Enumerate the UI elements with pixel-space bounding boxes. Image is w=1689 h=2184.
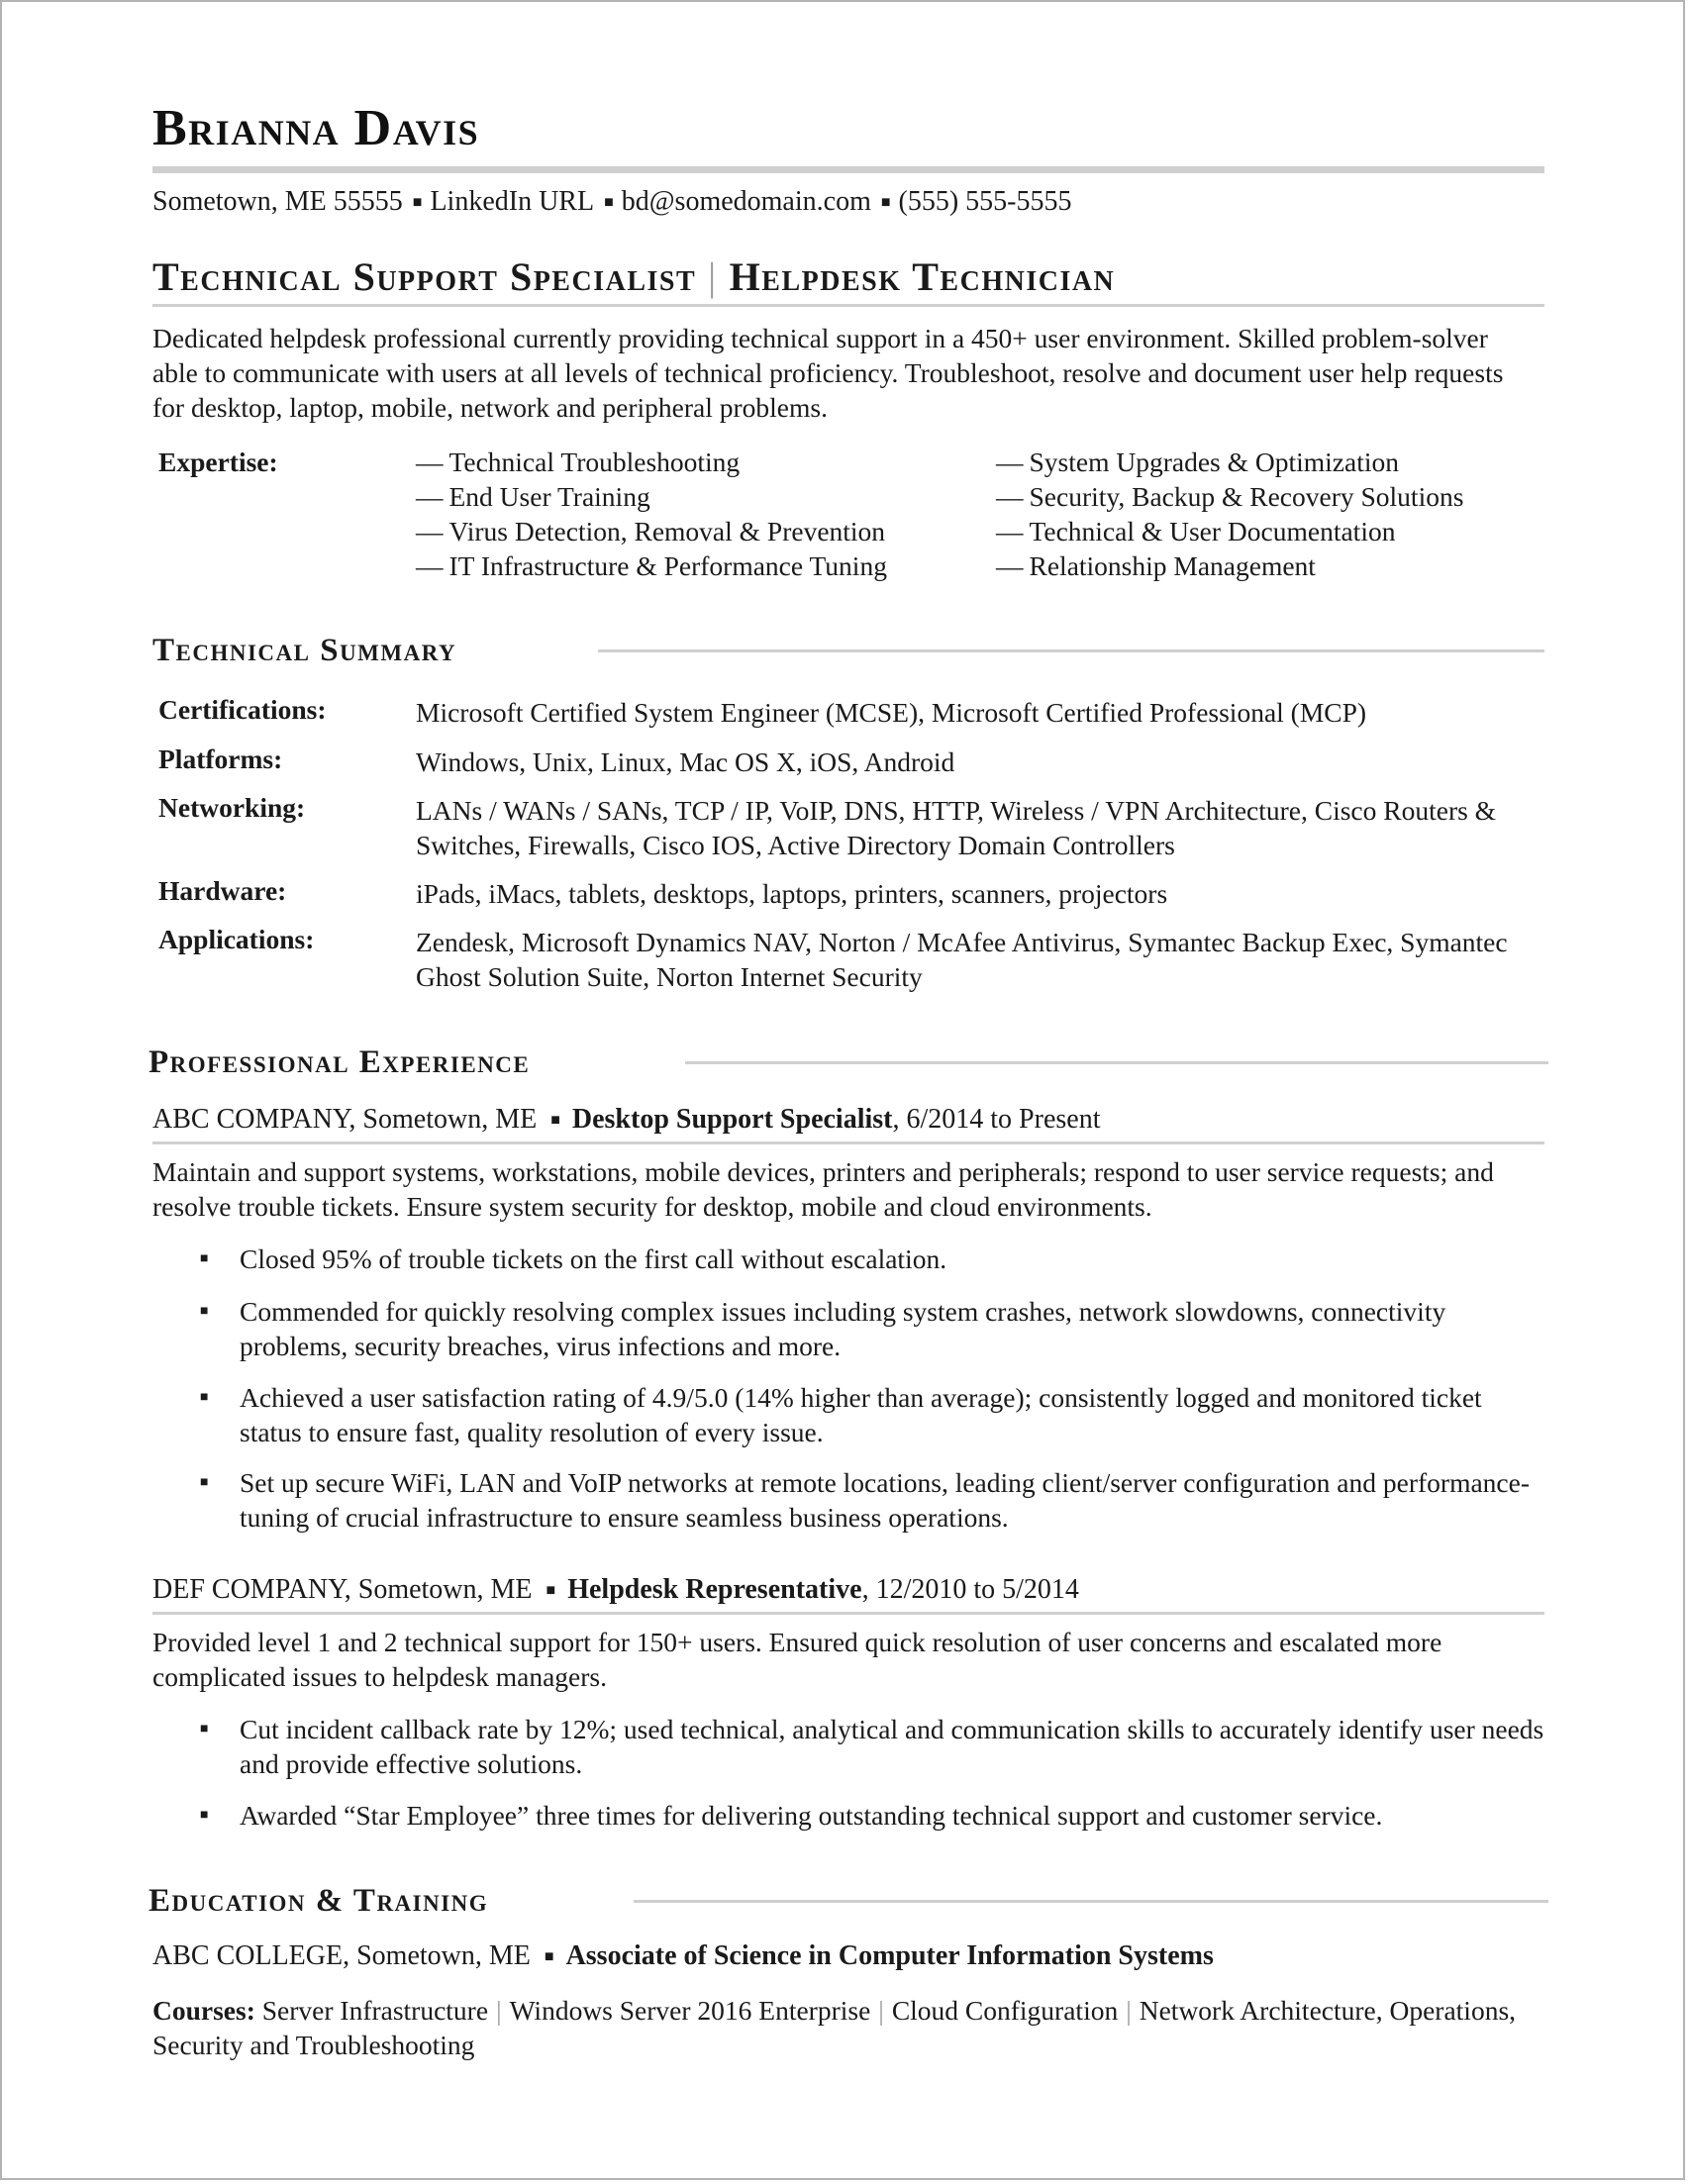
achievement-bullet: ■ Commended for quickly resolving complex issues including system crashes, network slowdowns, connectivity problems, security breaches, virus infections and more. (200, 1296, 1446, 1361)
course-separator: | (878, 1995, 884, 2026)
job-description: Maintain and support systems, workstations, mobile devices, printers and peripherals; respond to user service requests; and resolve trouble tickets. Ensure system security for desktop, mobile and cloud environments. (152, 1156, 1494, 1222)
summary-paragraph: Dedicated helpdesk professional currently providing technical support in a 450+ user environment. Skilled problem-solver able to communicate with users at all levels of technical proficiency. Troubleshoot, resolve and document user help requests for desktop, laptop, mobile, network and peripheral problems. (152, 323, 1504, 423)
headline-title-2: Helpdesk Technician (729, 254, 1116, 299)
square-bullet-icon: ■ (200, 1251, 209, 1266)
headline-title-1: Technical Support Specialist (152, 254, 697, 299)
tech-row-label: Certifications: (158, 694, 327, 725)
square-bullet-icon: ■ (200, 1808, 209, 1823)
education-header (152, 1938, 1214, 1975)
tech-row-label: Networking: (158, 792, 306, 823)
contact-location: Sometown, ME 55555 (152, 186, 403, 217)
name-divider (152, 166, 1544, 173)
course-separator: | (1126, 1995, 1132, 2026)
contact-email: bd@somedomain.com (621, 186, 871, 217)
job-company: DEF COMPANY (152, 1574, 345, 1605)
square-bullet-icon: ■ (200, 1475, 209, 1490)
achievement-bullet: ■ Achieved a user satisfaction rating of 4.9/5.0 (14% higher than average); consistently logged and monitored ticket status to ensure fast, quality resolution of every issue. (200, 1382, 1482, 1447)
expertise-item: — Virus Detection, Removal & Prevention (416, 516, 886, 546)
expertise-column-2 (996, 445, 1463, 583)
expertise-item: — Security, Backup & Recovery Solutions (996, 481, 1464, 512)
job-company: ABC COMPANY (152, 1104, 349, 1135)
square-bullet-icon: ■ (550, 1112, 560, 1129)
job-description: Provided level 1 and 2 technical support for 150+ users. Ensured quick resolution of user concerns and escalated more complicated issues to helpdesk managers. (152, 1627, 1442, 1692)
square-bullet-icon: ■ (200, 1390, 209, 1405)
expertise-item: — End User Training (416, 481, 650, 512)
job-location: , Sometown, ME (344, 1574, 533, 1605)
job-title: Helpdesk Representative (567, 1574, 862, 1605)
expertise-item: — IT Infrastructure & Performance Tuning (416, 550, 887, 581)
tech-row-label: Platforms: (158, 744, 283, 774)
tech-row-value: Zendesk, Microsoft Dynamics NAV, Norton / McAfee Antivirus, Symantec Backup Exec, Symantec Ghost Solution Suite, Norton Internet Security (416, 927, 1508, 992)
school-name: ABC COLLEGE (152, 1940, 344, 1971)
section-heading-technical-summary: Technical Summary (152, 633, 457, 668)
candidate-name: Brianna Davis (152, 100, 480, 156)
course-separator: | (496, 1995, 502, 2026)
headline-divider (152, 304, 1544, 307)
section-divider (634, 1900, 1548, 1903)
courses-line (152, 1993, 1539, 2062)
square-bullet-icon: ■ (544, 1948, 554, 1965)
expertise-label: Expertise: (158, 447, 278, 477)
section-heading-experience: Professional Experience (149, 1044, 531, 1080)
job-location: , Sometown, ME (348, 1104, 538, 1135)
tech-row-label: Hardware: (158, 875, 287, 906)
expertise-item: — Relationship Management (996, 550, 1316, 581)
achievement-bullet: ■ Closed 95% of trouble tickets on the first call without escalation. (200, 1243, 947, 1274)
achievement-bullet: ■ Awarded “Star Employee” three times for delivering outstanding technical support and customer service. (200, 1800, 1383, 1831)
job-divider (152, 1612, 1544, 1615)
expertise-item: — Technical & User Documentation (996, 516, 1396, 546)
tech-row-value: Windows, Unix, Linux, Mac OS X, iOS, Android (416, 746, 955, 777)
achievement-bullet: ■ Set up secure WiFi, LAN and VoIP networks at remote locations, leading client/server configuration and performance-tuning of crucial infrastructure to ensure seamless business operations. (200, 1467, 1530, 1533)
tech-row-value: Microsoft Certified System Engineer (MCSE), Microsoft Certified Professional (MCP) (416, 697, 1367, 728)
contact-linkedin: LinkedIn URL (430, 186, 595, 217)
square-bullet-icon: ■ (546, 1582, 556, 1599)
expertise-item: — System Upgrades & Optimization (996, 447, 1399, 477)
job-dates: , 6/2014 to Present (892, 1104, 1101, 1135)
job-dates: , 12/2010 to 5/2014 (861, 1574, 1079, 1605)
courses-label: Courses: (152, 1995, 255, 2026)
course-item: Server Infrastructure (261, 1995, 489, 2026)
section-divider (598, 649, 1544, 652)
job-title: Desktop Support Specialist (571, 1104, 893, 1135)
achievement-bullet: ■ Cut incident callback rate by 12%; used technical, analytical and communication skills to accurately identify user needs and provide effective solutions. (200, 1714, 1544, 1779)
expertise-item: — Technical Troubleshooting (416, 447, 741, 477)
job-header-abc (152, 1102, 1101, 1139)
square-bullet-icon: ■ (880, 194, 891, 211)
contact-line (152, 184, 1072, 221)
square-bullet-icon: ■ (412, 194, 423, 211)
expertise-column-1 (416, 445, 887, 583)
course-item: Network Architecture, Operations, Security and Troubleshooting (152, 1995, 1517, 2060)
job-header-def (152, 1572, 1079, 1609)
school-location: , Sometown, ME (343, 1940, 531, 1971)
course-item: Windows Server 2016 Enterprise (509, 1995, 871, 2026)
headline-separator: | (708, 254, 718, 299)
degree: Associate of Science in Computer Information Systems (565, 1940, 1214, 1971)
tech-row-value: LANs / WANs / SANs, TCP / IP, VoIP, DNS, HTTP, Wireless / VPN Architecture, Cisco Routers & Switches, Firewalls, Cisco IOS, Active Directory Domain Controllers (416, 795, 1497, 860)
tech-row-label: Applications: (158, 924, 315, 954)
square-bullet-icon: ■ (200, 1304, 209, 1319)
square-bullet-icon: ■ (604, 194, 614, 211)
job-divider (152, 1142, 1544, 1144)
section-divider (685, 1061, 1548, 1064)
tech-row-value: iPads, iMacs, tablets, desktops, laptops, printers, scanners, projectors (416, 878, 1168, 909)
contact-phone: (555) 555-5555 (898, 186, 1072, 217)
headline (152, 253, 1115, 301)
section-heading-education: Education & Training (149, 1883, 489, 1919)
course-item: Cloud Configuration (891, 1995, 1119, 2026)
square-bullet-icon: ■ (200, 1722, 209, 1737)
